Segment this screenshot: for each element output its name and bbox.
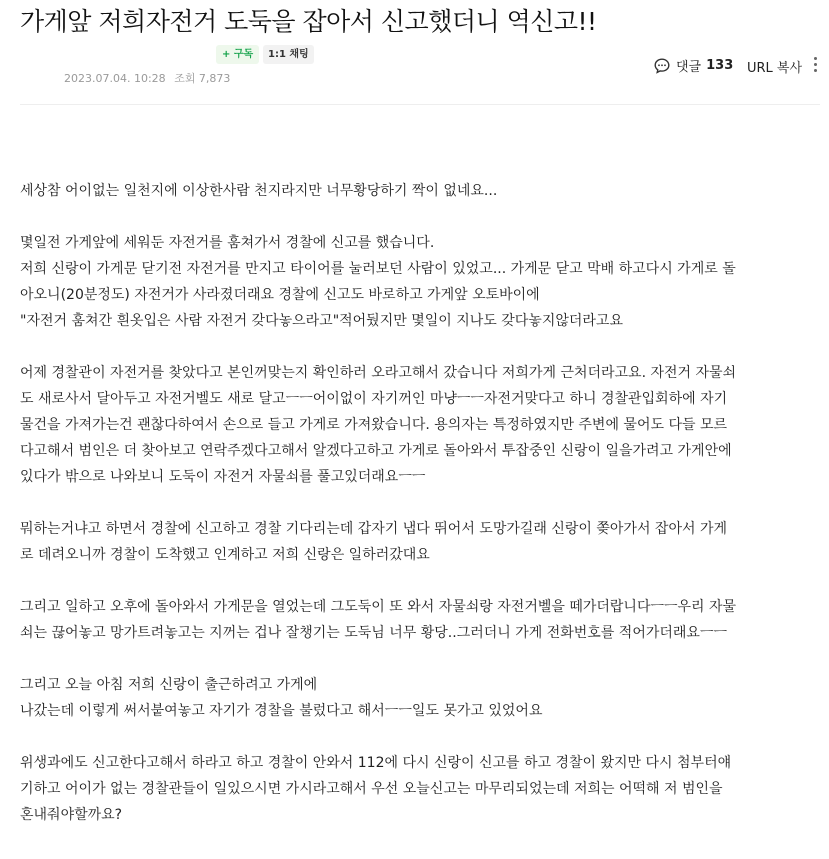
body-line: 그리고 일하고 오후에 돌아와서 가게문을 열었는데 그도둑이 또 와서 자물쇠랑 자전거벨을 떼가더랍니다ㅡㅡ우리 자물	[20, 599, 737, 615]
url-copy-button[interactable]: URL 복사	[747, 61, 803, 76]
body-line: 혼내줘야할까요?	[20, 807, 123, 823]
more-options-icon[interactable]	[810, 57, 820, 75]
body-paragraph	[20, 230, 820, 334]
comment-count: 133	[706, 58, 734, 73]
post-title: 가게앞 저희자전거 도둑을 잡아서 신고했더니 역신고!!	[20, 7, 597, 36]
subscribe-button[interactable]: + 구독	[216, 45, 259, 64]
body-line: 로 데려오니까 경찰이 도착했고 인계하고 저희 신랑은 일하러갔대요	[20, 547, 430, 563]
chat-button[interactable]: 1:1 채팅	[263, 45, 314, 64]
post-views: 조회 7,873	[174, 72, 231, 85]
comment-label: 댓글	[676, 60, 702, 75]
body-paragraph	[20, 178, 820, 204]
body-line: "자전거 훔쳐간 흰옷입은 사람 자전거 갖다놓으라고"적어뒀지만 몇일이 지나도 갖다놓지않더라고요	[20, 313, 623, 329]
body-line: 어제 경찰관이 자전거를 찾았다고 본인꺼맞는지 확인하러 오라고해서 갔습니다 저희가게 근처더라고요. 자전거 자물쇠	[20, 365, 737, 381]
body-paragraph	[20, 360, 820, 490]
body-paragraph	[20, 516, 820, 568]
body-line: 다고해서 범인은 더 찾아보고 연락주겠다고해서 알겠다고하고 가게로 돌아와서 투잡중인 신랑이 일을가려고 가게안에	[20, 443, 732, 459]
body-line: 저희 신랑이 가게문 닫기전 자전거를 만지고 타이어를 눌러보던 사람이 있었고... 가게문 닫고 막배 하고다시 가게로 돌	[20, 261, 736, 277]
body-line: 쇠는 끊어놓고 망가트려놓고는 지꺼는 겁나 잘챙기는 도둑님 너무 황당..그러더니 가게 전화번호를 적어가더래요ㅡㅡ	[20, 625, 728, 641]
comment-icon	[653, 57, 671, 75]
body-line: 있다가 밖으로 나와보니 도둑이 자전거 자물쇠를 풀고있더래요ㅡㅡ	[20, 469, 426, 485]
body-line: 그리고 오늘 아침 저희 신랑이 출근하려고 가게에	[20, 677, 318, 693]
post-meta	[64, 70, 230, 86]
comments-button[interactable]	[653, 56, 733, 75]
post-body	[20, 178, 820, 854]
body-line: 몇일전 가게앞에 세워둔 자전거를 훔쳐가서 경찰에 신고를 했습니다.	[20, 235, 435, 251]
body-line: 나갔는데 이렇게 써서붙여놓고 자기가 경찰을 불렀다고 해서ㅡㅡ일도 못가고 있었어요	[20, 703, 543, 719]
body-line: 아오니(20분정도) 자전거가 사라졌더래요 경찰에 신고도 바로하고 가게앞 오토바이에	[20, 287, 540, 303]
body-line: 도 새로사서 달아두고 자전거벨도 새로 달고ㅡㅡ어이없이 자기꺼인 마냥ㅡㅡ자전거맞다고 하니 경찰관입회하에 자기	[20, 391, 728, 407]
header-divider	[20, 104, 820, 105]
body-line: 뭐하는거냐고 하면서 경찰에 신고하고 경찰 기다리는데 갑자기 냅다 뛰어서 도망가길래 신랑이 쫒아가서 잡아서 가게	[20, 521, 728, 537]
post-date: 2023.07.04. 10:28	[64, 72, 166, 85]
body-line: 위생과에도 신고한다고해서 하라고 하고 경찰이 안와서 112에 다시 신랑이 신고를 하고 경찰이 왔지만 다시 첨부터얘	[20, 755, 732, 771]
body-line: 세상참 어이없는 일천지에 이상한사람 천지라지만 너무황당하기 짝이 없네요...	[20, 183, 498, 199]
body-paragraph	[20, 750, 820, 828]
body-paragraph	[20, 672, 820, 724]
body-paragraph	[20, 594, 820, 646]
body-line: 물건을 가져가는건 괜찮다하여서 손으로 들고 가게로 가져왔습니다. 용의자는 특정하였지만 주변에 물어도 다들 모르	[20, 417, 728, 433]
body-line: 기하고 어이가 없는 경찰관들이 일있으시면 가시라고해서 우선 오늘신고는 마무리되었는데 저희는 어떡해 저 범인을	[20, 781, 723, 797]
